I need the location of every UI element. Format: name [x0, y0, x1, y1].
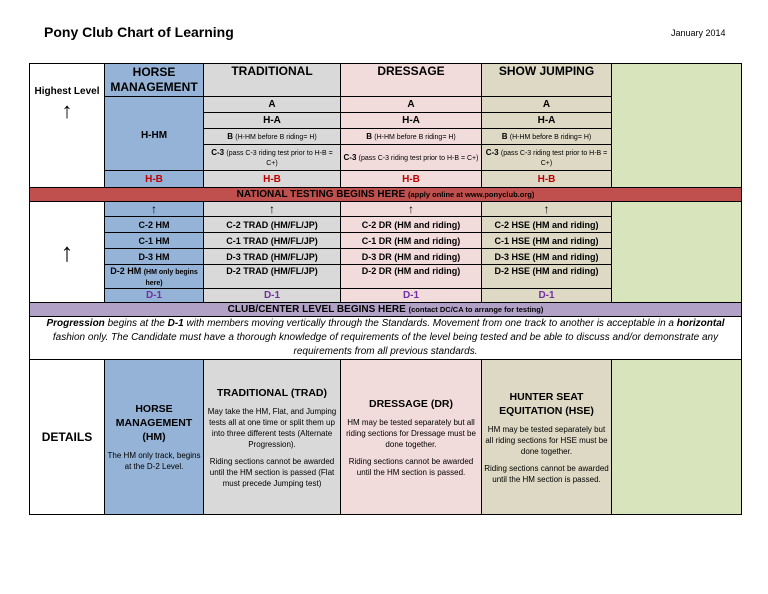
details-sj-p2: Riding sections cannot be awarded until the HM section is passed. [484, 463, 609, 484]
hm-c2: C-2 HM [105, 217, 204, 233]
national-testing-note: (apply online at www.ponyclub.org) [407, 190, 535, 199]
sj-d2: D-2 HSE (HM and riding) [482, 265, 612, 289]
dr-a: A [341, 97, 482, 113]
trad-b-level: B [227, 131, 234, 141]
sj-c3 [482, 145, 612, 171]
trad-c3-note: (pass C-3 riding test prior to H-B = C+) [226, 149, 333, 167]
sj-h-b: H-B [482, 171, 612, 188]
hm-c1: C-1 HM [105, 233, 204, 249]
up-arrow-icon: ↑ [60, 237, 74, 267]
sj-b-note: (H-HM before B riding= H) [509, 133, 592, 141]
progression-text-2: with members moving vertically through the Standards. Movement from one track to another is acceptable in a [183, 318, 677, 329]
dr-d1: D-1 [341, 289, 482, 303]
club-level-text: CLUB/CENTER LEVEL BEGINS HERE [227, 304, 406, 315]
details-dr-heading: DRESSAGE (DR) [368, 397, 453, 410]
dr-b-note: (H-HM before B riding= H) [374, 133, 456, 141]
details-hm-text: The HM only track, begins at the D-2 Level. [107, 451, 201, 471]
col-header-traditional: TRADITIONAL [204, 64, 341, 97]
national-testing-band [30, 188, 742, 202]
trad-c3-level: C-3 [211, 147, 225, 157]
trad-d1: D-1 [204, 289, 341, 303]
col-header-horse-management: HORSE MANAGEMENT [105, 64, 204, 97]
col-header-show-jumping: SHOW JUMPING [482, 64, 612, 97]
lower-arrow-cell [30, 202, 105, 303]
trad-h-b: H-B [204, 171, 341, 188]
sj-d3: D-3 HSE (HM and riding) [482, 249, 612, 265]
extra-column-upper [612, 64, 742, 188]
trad-c3 [204, 145, 341, 171]
dr-d2: D-2 DR (HM and riding) [341, 265, 482, 289]
extra-column-lower [612, 202, 742, 303]
progression-d1: D-1 [167, 318, 184, 329]
sj-arrow-icon: ↑ [482, 202, 612, 217]
details-dr-p2: Riding sections cannot be awarded until the HM section is passed. [348, 456, 474, 477]
club-level-band [30, 303, 742, 317]
dr-c3-note: (pass C-3 riding test prior to H-B = C+) [358, 154, 479, 162]
dr-c3 [341, 145, 482, 171]
hm-d3: D-3 HM [105, 249, 204, 265]
sj-d1: D-1 [482, 289, 612, 303]
sj-b [482, 129, 612, 145]
dr-d3: D-3 DR (HM and riding) [341, 249, 482, 265]
dr-arrow-icon: ↑ [341, 202, 482, 217]
sj-c2: C-2 HSE (HM and riding) [482, 217, 612, 233]
trad-d3: D-3 TRAD (HM/FL/JP) [204, 249, 341, 265]
extra-column-details [612, 360, 742, 515]
national-testing-text: NATIONAL TESTING BEGINS HERE [236, 189, 406, 200]
highest-level-label: Highest Level [34, 86, 100, 97]
hm-d1: D-1 [105, 289, 204, 303]
col-header-dressage: DRESSAGE [341, 64, 482, 97]
h-hm-label: H-HM [140, 129, 168, 141]
trad-c1: C-1 TRAD (HM/FL/JP) [204, 233, 341, 249]
dr-c2: C-2 DR (HM and riding) [341, 217, 482, 233]
details-sj [482, 360, 612, 515]
dr-c3-level: C-3 [343, 152, 357, 162]
club-level-note: (contact DC/CA to arrange for testing) [408, 305, 544, 314]
page-title: Pony Club Chart of Learning [44, 24, 234, 40]
trad-b-note: (H-HM before B riding= H) [235, 133, 317, 141]
dr-b-level: B [366, 131, 373, 141]
chart-of-learning-table [29, 63, 742, 515]
dr-c1: C-1 DR (HM and riding) [341, 233, 482, 249]
sj-a: A [482, 97, 612, 113]
dr-h-b: H-B [341, 171, 482, 188]
date-label: January 2014 [671, 28, 726, 38]
dr-h-a: H-A [341, 113, 482, 129]
details-hm [105, 360, 204, 515]
progression-text-3: fashion only. The Candidate must have a thorough knowledge of requirements of the level being tested and be able to discuss and/or demonstrate any requirements from all previous standards. [52, 332, 719, 357]
trad-a: A [204, 97, 341, 113]
h-hm-cell [105, 97, 204, 171]
details-sj-p1: HM may be tested separately but all riding sections for HSE must be done together. [485, 424, 608, 456]
sj-c3-level: C-3 [485, 147, 499, 157]
sj-h-a: H-A [482, 113, 612, 129]
details-label-cell [30, 360, 105, 515]
trad-arrow-icon: ↑ [204, 202, 341, 217]
hm-arrow-icon: ↑ [105, 202, 204, 217]
sj-c3-note: (pass C-3 riding test prior to H-B = C+) [500, 149, 608, 167]
trad-d2: D-2 TRAD (HM/FL/JP) [204, 265, 341, 289]
details-label: DETAILS [41, 430, 93, 444]
progression-text-1: begins at the [104, 318, 168, 329]
progression-paragraph [30, 317, 742, 360]
dr-b [341, 129, 482, 145]
hm-d2-level: D-2 HM [110, 265, 142, 276]
progression-horizontal: horizontal [676, 318, 725, 329]
details-sj-heading: HUNTER SEAT EQUITATION (HSE) [499, 390, 594, 417]
up-arrow-icon: ↑ [61, 98, 73, 123]
hm-d2-note: (HM only begins here) [143, 268, 198, 287]
details-trad-heading: TRADITIONAL (TRAD) [216, 386, 328, 399]
trad-c2: C-2 TRAD (HM/FL/JP) [204, 217, 341, 233]
hm-h-b: H-B [105, 171, 204, 188]
progression-word: Progression [46, 318, 105, 329]
details-dr [341, 360, 482, 515]
hm-d2 [105, 265, 204, 289]
sj-b-level: B [501, 131, 508, 141]
details-trad [204, 360, 341, 515]
trad-h-a: H-A [204, 113, 341, 129]
highest-level-cell [30, 64, 105, 188]
details-trad-p1: May take the HM, Flat, and Jumping tests all at one time or split them up into three different tests (Alternate Progression). [207, 406, 337, 449]
details-trad-p2: Riding sections cannot be awarded until the HM section is passed (Flat must precede Jumping test) [209, 456, 335, 488]
sj-c1: C-1 HSE (HM and riding) [482, 233, 612, 249]
details-dr-p1: HM may be tested separately but all riding sections for Dressage must be done together. [346, 417, 476, 449]
trad-b [204, 129, 341, 145]
details-hm-heading: HORSE MANAGEMENT (HM) [115, 403, 193, 443]
